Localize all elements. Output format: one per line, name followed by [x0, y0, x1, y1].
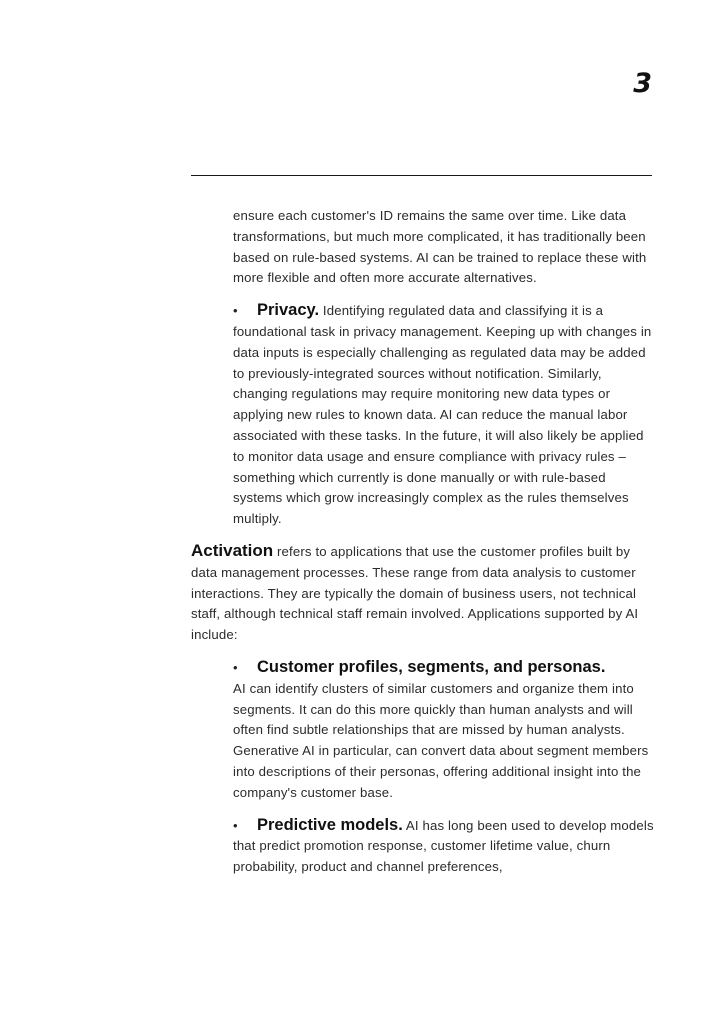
- bullet-term-profiles: Customer profiles, segments, and personas.: [257, 657, 606, 676]
- header-divider: [191, 175, 652, 176]
- bullet-text-predictive: AI has long been used to develop models that predict promotion response, customer lifetime value, churn probability, product and channel preferences,: [233, 817, 654, 875]
- page-number: 3: [633, 68, 652, 99]
- text-activation: refers to applications that use the customer profiles built by data management processes. These range from data analysis to customer interactions. They are typically the domain of business users, not technical staff, although technical staff remain involved. Applications supported by AI include:: [191, 543, 639, 643]
- bullet-icon: •: [233, 303, 238, 319]
- bullet-item-profiles: [191, 657, 657, 804]
- bullet-item-privacy: [191, 300, 657, 530]
- bullet-term-privacy: Privacy.: [257, 301, 320, 320]
- bullet-icon: •: [233, 817, 238, 833]
- bullet-term-predictive: Predictive models.: [257, 815, 403, 834]
- paragraph-activation: [191, 541, 657, 646]
- paragraph-identity-continuation: ensure each customer's ID remains the same over time. Like data transformations, but much more complicated, it has traditionally been based on rule-based systems. AI can be trained to replace these with more flexible and often more accurate alternatives.: [233, 208, 647, 286]
- term-activation: Activation: [191, 540, 274, 560]
- bullet-item-predictive: [191, 815, 657, 878]
- bullet-icon: •: [233, 659, 238, 675]
- bullet-text-profiles: AI can identify clusters of similar customers and organize them into segments. It can do this more quickly than human analysts and will often find subtle relationships that are missed by human analysts. Generative AI in particular, can convert data about segment members into descriptions of their personas, offering additional insight into the company's customer base.: [233, 680, 649, 800]
- bullet-text-privacy: Identifying regulated data and classifying it is a foundational task in privacy management. Keeping up with changes in data inputs is especially challenging as regulated data may be added to previously-integrated sources without notification. Similarly, changing regulations may require monitoring new data types or applying new rules to known data. AI can reduce the manual labor associated with these tasks. In the future, it will also likely be applied to monitor data usage and ensure compliance with privacy rules – something which currently is done manually or with rule-based systems which grow increasingly complex as the rules themselves multiply.: [233, 303, 652, 527]
- body-content: [191, 206, 657, 878]
